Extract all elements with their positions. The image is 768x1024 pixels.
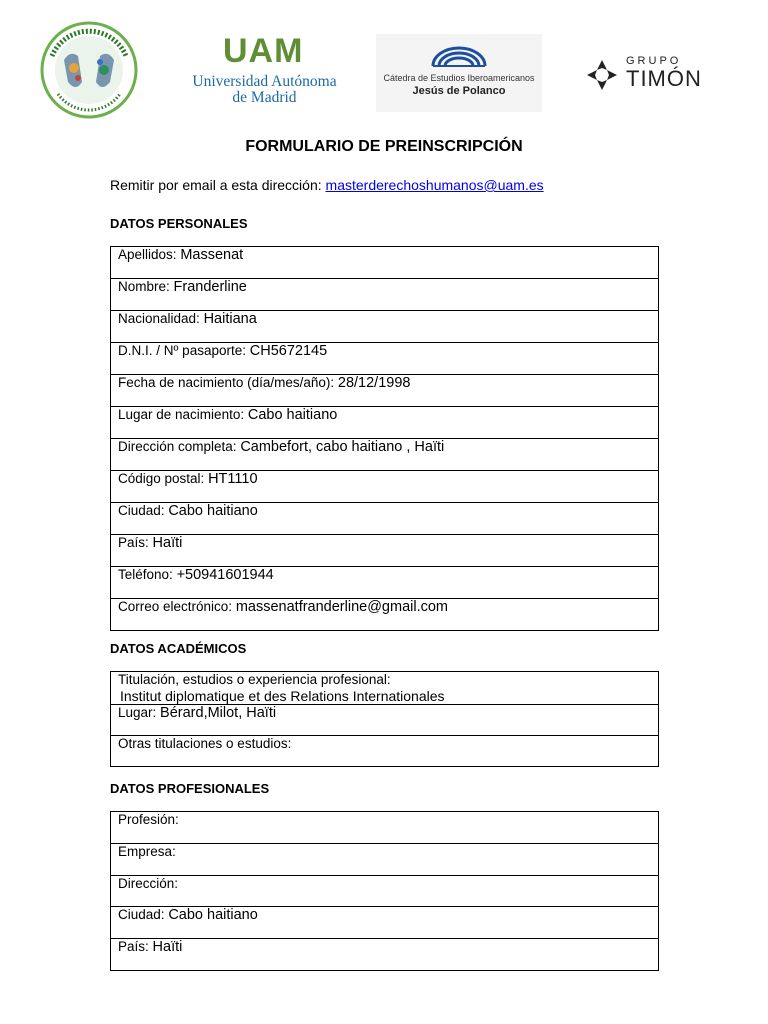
field-label: País: [118,939,149,954]
field-value: Haïti [152,939,183,955]
form-row [111,844,659,876]
form-cell[interactable] [111,812,659,844]
field-label: Titulación, estudios o experiencia profesional: [118,672,391,687]
form-cell[interactable] [111,247,659,279]
field-value: Bérard,Milot, Haïti [160,705,277,721]
field-label: País: [118,535,149,550]
field-label: Ciudad: [118,907,165,922]
field-label: Dirección completa: [118,439,237,454]
form-cell[interactable] [111,343,659,375]
field-label: Correo electrónico: [118,599,233,614]
field-label: Profesión: [118,812,179,827]
field-label: Fecha de nacimiento (día/mes/año): [118,375,335,390]
form-row [111,535,659,567]
form-cell[interactable] [111,736,659,767]
catedra-emblem [429,44,489,68]
remit-line [110,177,544,193]
personal-data-table [110,246,659,631]
master-logo [30,20,148,120]
field-value: massenatfranderline@gmail.com [235,599,448,615]
field-value: Cabo haitiano [168,503,258,519]
section-heading-academic: DATOS ACADÉMICOS [110,641,247,656]
academic-data-table [110,671,659,767]
uam-logo [185,22,345,107]
field-value: Franderline [173,279,247,295]
field-value: Cabo haitiano [168,907,258,923]
field-label: Dirección: [118,876,179,891]
form-row [111,247,659,279]
form-cell[interactable] [111,503,659,535]
catedra-logo [376,34,542,112]
field-label: Nombre: [118,279,170,294]
field-label: Ciudad: [118,503,165,518]
form-row [111,279,659,311]
form-cell[interactable] [111,599,659,631]
form-cell[interactable] [111,279,659,311]
form-cell[interactable] [111,907,659,939]
form-row [111,907,659,939]
section-heading-personal: DATOS PERSONALES [110,216,248,231]
form-cell[interactable] [111,876,659,907]
field-label: Otras titulaciones o estudios: [118,736,292,751]
field-label: D.N.I. / Nº pasaporte: [118,343,246,358]
form-row [111,375,659,407]
master-logo-graphic [30,20,148,120]
field-label: Lugar de nacimiento: [118,407,245,422]
field-value: +50941601944 [176,567,274,583]
field-label: Código postal: [118,471,205,486]
field-value: Haïti [152,535,183,551]
form-cell[interactable] [111,567,659,599]
form-row [111,599,659,631]
form-row [111,439,659,471]
form-cell[interactable] [111,939,659,971]
field-label: Nacionalidad: [118,311,200,326]
form-cell[interactable] [111,407,659,439]
field-value: CH5672145 [249,343,328,359]
form-row [111,705,659,736]
uam-name-line1: Universidad Autónoma [192,73,337,90]
form-row [111,471,659,503]
form-row [111,503,659,535]
form-row [111,672,659,705]
form-row [111,343,659,375]
form-title: FORMULARIO DE PREINSCRIPCIÓN [245,138,523,155]
form-cell[interactable] [111,672,659,705]
timon-emblem [585,58,619,92]
field-value: Massenat [180,247,244,263]
form-cell[interactable] [111,439,659,471]
form-cell[interactable] [111,311,659,343]
field-label: Empresa: [118,844,176,859]
field-value: Cambefort, cabo haitiano , Haïti [240,439,445,455]
field-value: HT1110 [208,471,258,487]
field-label: Apellidos: [118,247,177,262]
catedra-line1: Cátedra de Estudios Iberoamericanos [383,73,535,83]
section-heading-professional: DATOS PROFESIONALES [110,781,270,796]
remit-email-link[interactable]: masterderechoshumanos@uam.es [325,177,544,193]
form-cell[interactable] [111,471,659,503]
form-row [111,407,659,439]
form-row [111,567,659,599]
field-value: Cabo haitiano [247,407,338,423]
form-row [111,876,659,907]
catedra-line2: Jesús de Polanco [412,85,506,97]
field-label: Teléfono: [118,567,173,582]
form-row [111,736,659,767]
timon-name: TIMÓN [626,66,702,91]
form-cell[interactable] [111,375,659,407]
form-cell[interactable] [111,535,659,567]
form-row [111,311,659,343]
field-value: Institut diplomatique et des Relations Internationales [120,688,445,704]
uam-acronym: UAM [223,32,304,70]
timon-logo [585,52,725,96]
remit-text: Remitir por email a esta dirección: [110,177,322,193]
field-value: 28/12/1998 [337,375,411,391]
field-label: Lugar: [118,705,157,720]
form-row [111,812,659,844]
form-row [111,939,659,971]
form-cell[interactable] [111,844,659,876]
timon-grupo: GRUPO [626,55,682,67]
uam-name-line2: de Madrid [232,89,297,106]
professional-data-table [110,811,659,971]
form-cell[interactable] [111,705,659,736]
field-value: Haitiana [203,311,257,327]
